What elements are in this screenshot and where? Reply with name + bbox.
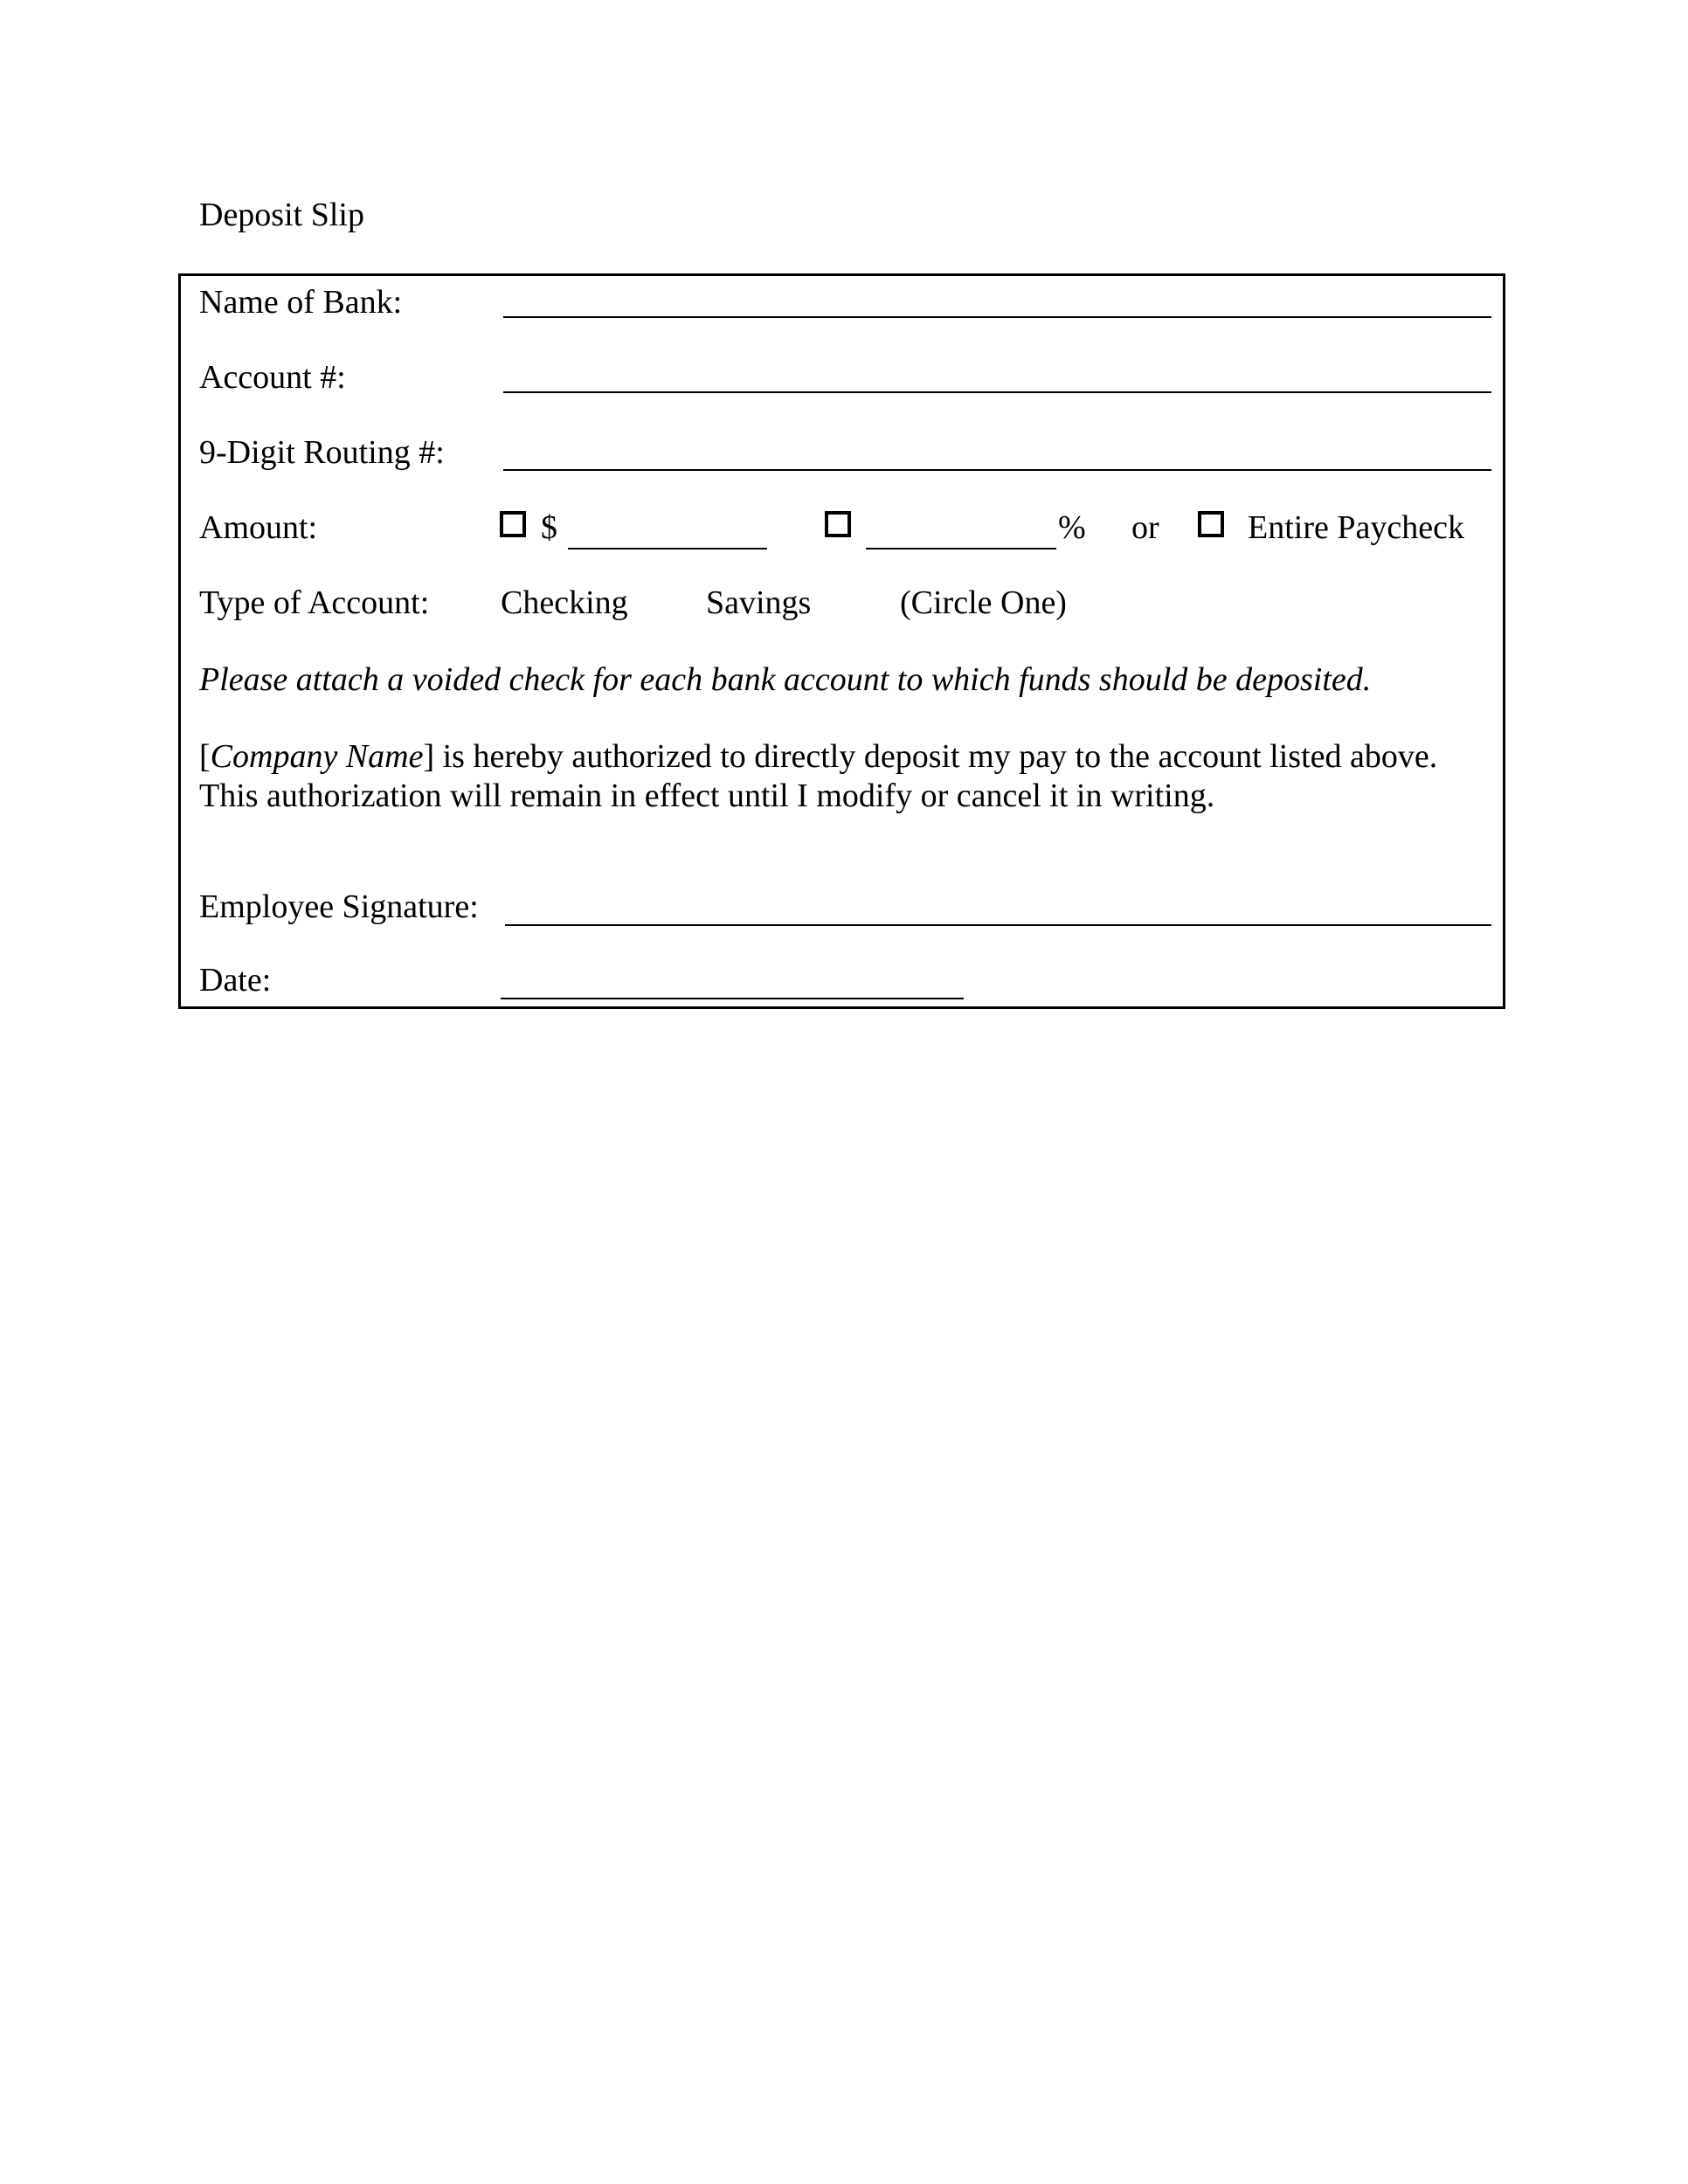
employee-signature-line[interactable] xyxy=(505,924,1491,926)
entire-paycheck-checkbox[interactable] xyxy=(1198,511,1224,537)
percent-sign-label: % xyxy=(1058,509,1086,546)
option-savings[interactable]: Savings xyxy=(706,584,812,621)
authorization-line-2: This authorization will remain in effect until I modify or cancel it in writing. xyxy=(199,778,1215,814)
amount-percent-checkbox[interactable] xyxy=(825,511,851,537)
deposit-slip-form xyxy=(178,273,1505,1009)
authorization-line-1 xyxy=(199,737,1437,776)
amount-percent-input-line[interactable] xyxy=(866,548,1056,549)
or-label: or xyxy=(1131,509,1159,546)
employee-signature-label: Employee Signature: xyxy=(199,888,479,925)
bank-name-label: Name of Bank: xyxy=(199,284,403,321)
routing-number-label: 9-Digit Routing #: xyxy=(199,434,445,471)
account-number-label: Account #: xyxy=(199,359,346,396)
option-checking[interactable]: Checking xyxy=(501,584,628,621)
routing-number-input-line[interactable] xyxy=(503,469,1491,471)
voided-check-note: Please attach a voided check for each bank account to which funds should be deposited. xyxy=(199,661,1372,698)
amount-dollar-input-line[interactable] xyxy=(568,548,767,549)
amount-label: Amount: xyxy=(199,509,318,546)
date-label: Date: xyxy=(199,962,272,999)
account-type-label: Type of Account: xyxy=(199,584,430,621)
circle-one-instruction: (Circle One) xyxy=(900,584,1067,621)
dollar-sign-label: $ xyxy=(541,509,557,546)
authorization-text-line1: is hereby authorized to directly deposit my pay to the account listed above. xyxy=(434,738,1438,775)
company-name-close-bracket: ] xyxy=(423,738,435,775)
bank-name-input-line[interactable] xyxy=(503,316,1491,318)
company-name-placeholder: Company Name xyxy=(210,738,424,775)
amount-dollar-checkbox[interactable] xyxy=(500,511,526,537)
document-title: Deposit Slip xyxy=(199,197,364,233)
account-number-input-line[interactable] xyxy=(503,391,1491,393)
date-input-line[interactable] xyxy=(501,998,964,999)
entire-paycheck-label: Entire Paycheck xyxy=(1248,509,1464,546)
company-name-open-bracket: [ xyxy=(199,738,211,775)
